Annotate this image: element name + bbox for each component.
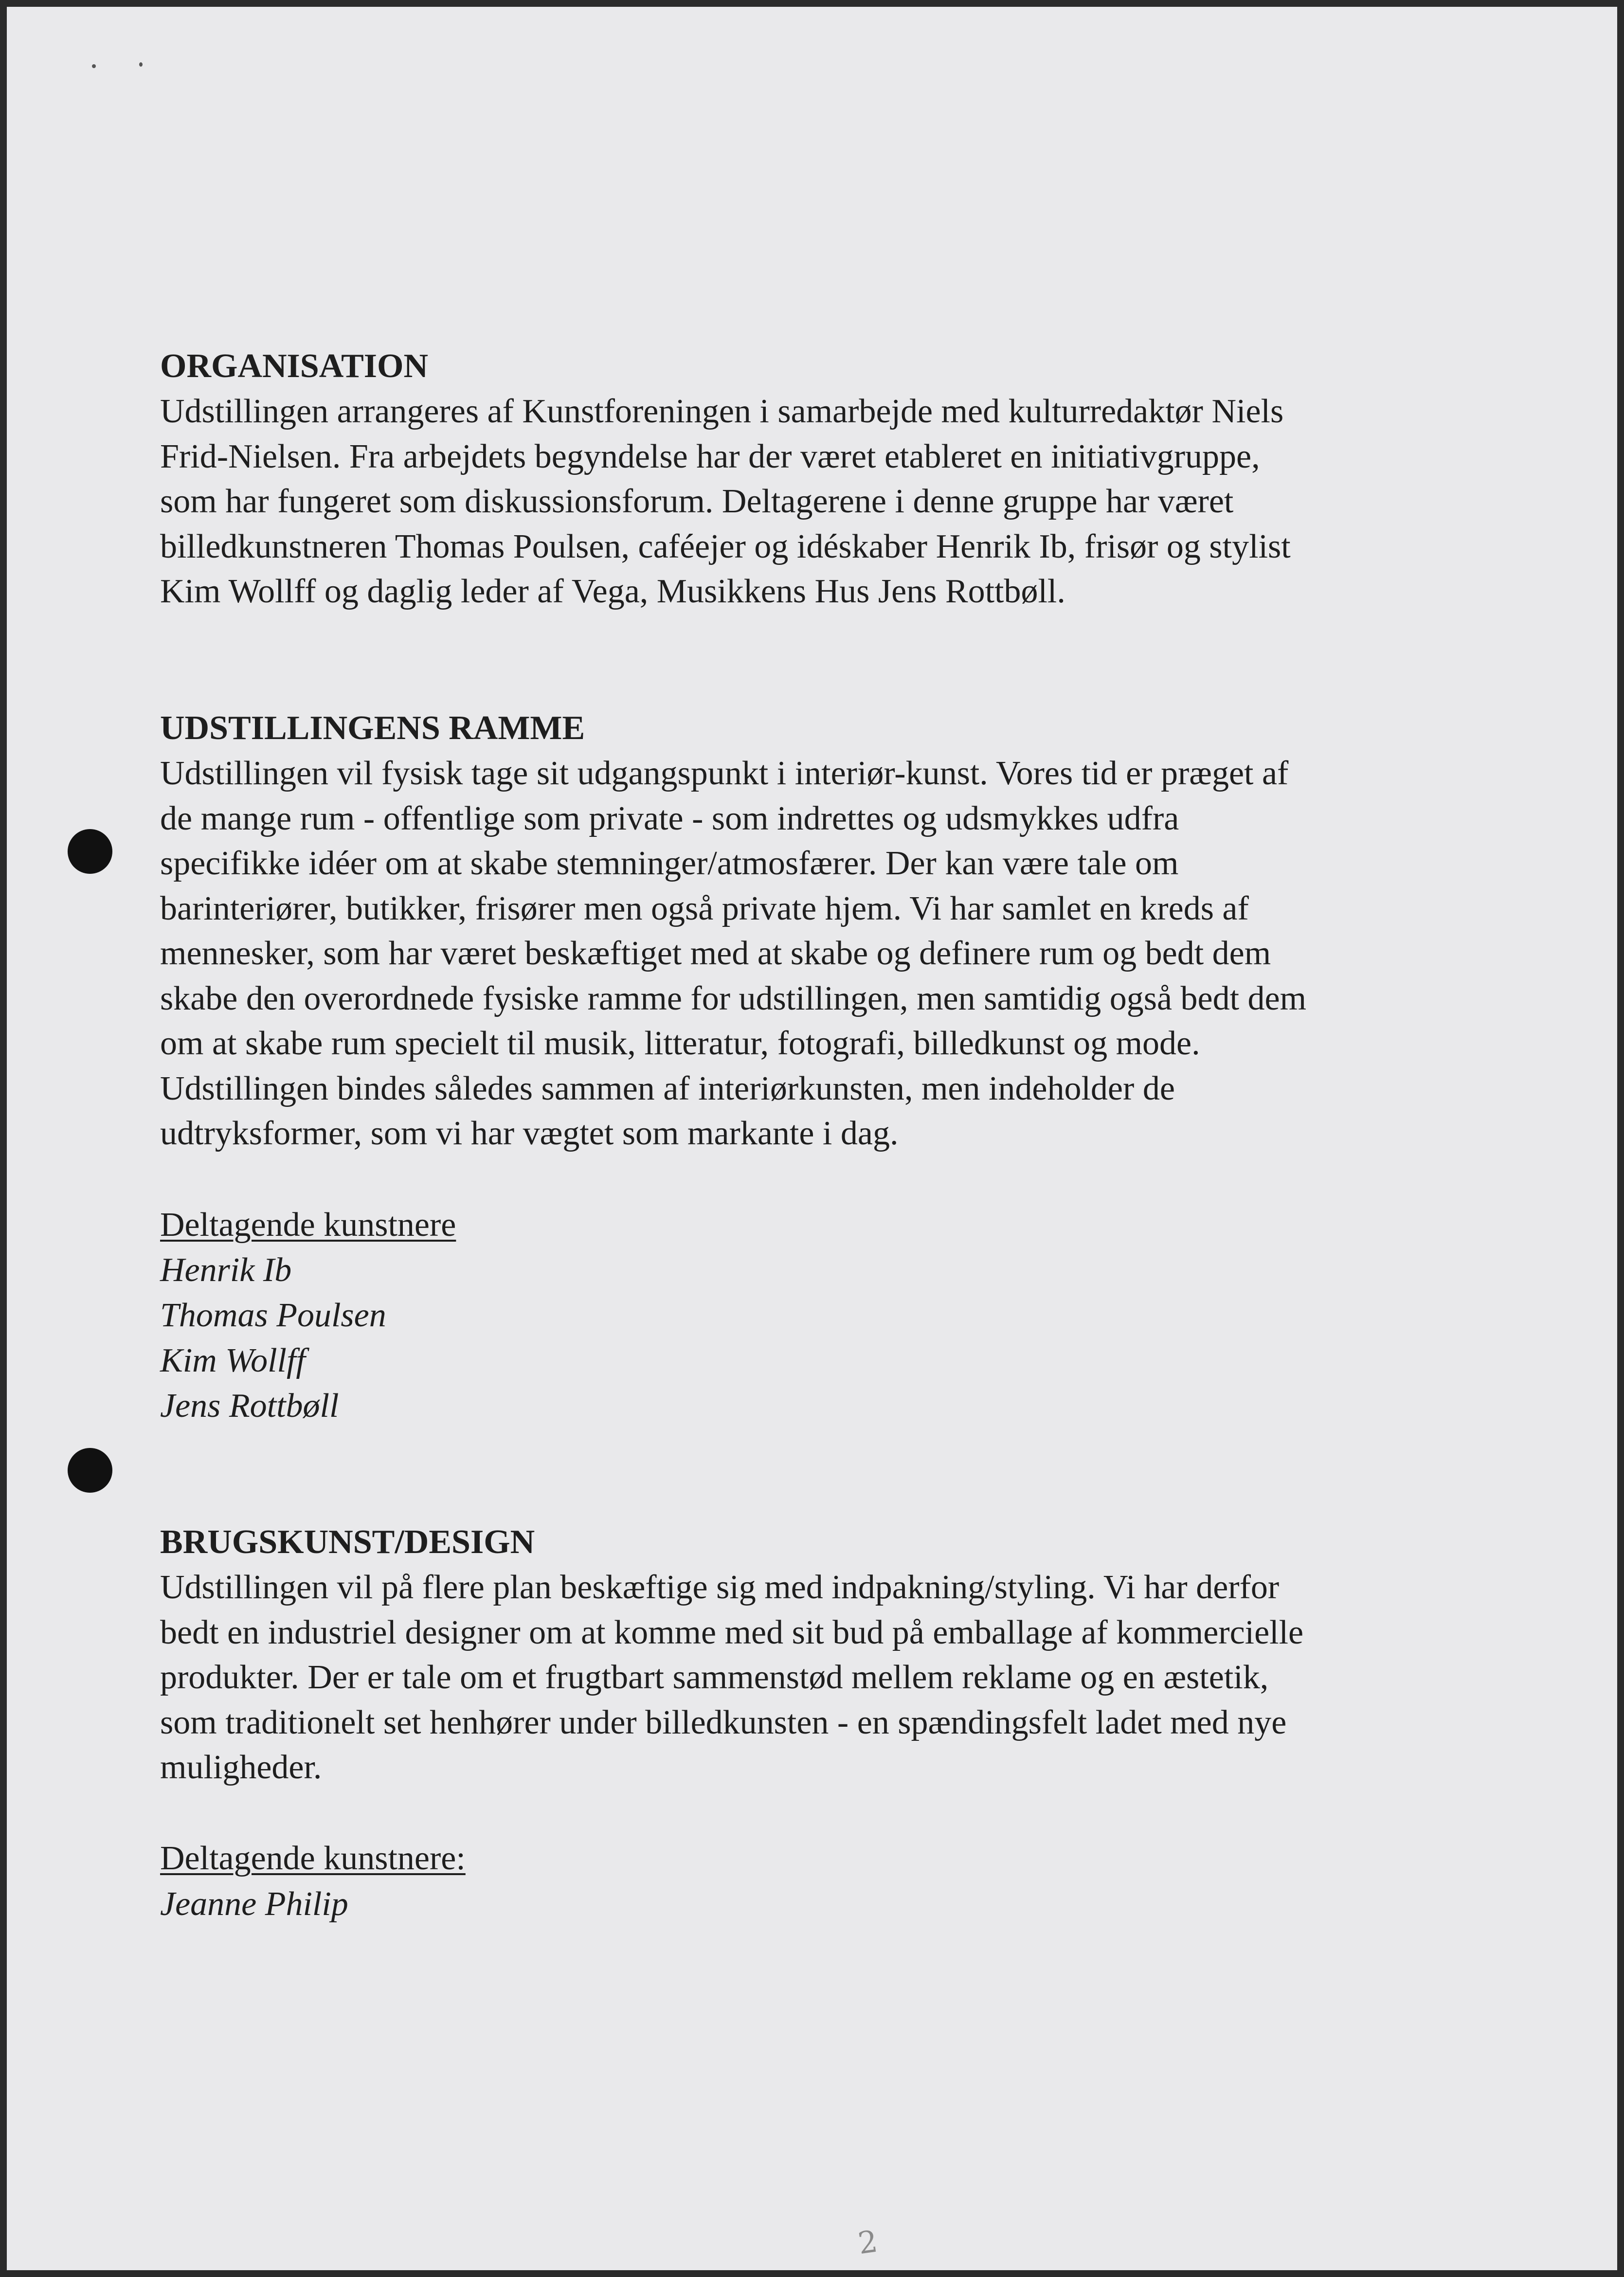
document-page	[7, 7, 1617, 2270]
text-line: som har fungeret som diskussionsforum. Deltagerene i denne gruppe har været	[160, 483, 1234, 520]
scan-speck	[92, 64, 96, 68]
text-line: Frid-Nielsen. Fra arbejdets begyndelse har der været etableret en initiativgruppe,	[160, 437, 1260, 475]
text-line: specifikke idéer om at skabe stemninger/atmosfærer. Der kan være tale om	[160, 845, 1179, 882]
text-line: de mange rum - offentlige som private - som indrettes og udsmykkes udfra	[160, 799, 1179, 837]
participant-name: Kim Wollff	[160, 1342, 306, 1379]
text-line: billedkunstneren Thomas Poulsen, caféejer og idéskaber Henrik Ib, frisør og stylist	[160, 527, 1291, 565]
handwritten-page-number: 2	[856, 2223, 880, 2261]
punch-hole	[68, 829, 112, 874]
text-line: mennesker, som har været beskæftiget med at skabe og definere rum og bedt dem	[160, 935, 1271, 972]
text-line: om at skabe rum specielt til musik, litteratur, fotografi, billedkunst og mode.	[160, 1025, 1200, 1062]
participant-name: Thomas Poulsen	[160, 1297, 386, 1334]
punch-hole	[68, 1448, 112, 1493]
section-heading-organisation: ORGANISATION	[160, 347, 429, 385]
text-line: produkter. Der er tale om et frugtbart sammenstød mellem reklame og en æstetik,	[160, 1659, 1269, 1696]
text-line: Udstillingen vil på flere plan beskæftige sig med indpakning/styling. Vi har derfor	[160, 1569, 1280, 1606]
text-line: Udstillingen arrangeres af Kunstforeningen i samarbejde med kulturredaktør Niels	[160, 393, 1284, 430]
section-text-brugskunst-design	[160, 1565, 1303, 1790]
participant-name: Henrik Ib	[160, 1251, 292, 1289]
participants-label: Deltagende kunstnere	[160, 1206, 456, 1244]
participants-list	[160, 1247, 386, 1428]
text-line: Kim Wollff og daglig leder af Vega, Musikkens Hus Jens Rottbøll.	[160, 573, 1065, 610]
participants-label: Deltagende kunstnere:	[160, 1840, 466, 1877]
scan-speck	[139, 62, 143, 67]
section-heading-udstillingens-ramme: UDSTILLINGENS RAMME	[160, 709, 585, 747]
text-line: som traditionelt set henhører under billedkunsten - en spændingsfelt ladet med nye	[160, 1703, 1287, 1741]
section-text-udstillingens-ramme	[160, 751, 1306, 1157]
text-line: muligheder.	[160, 1749, 322, 1786]
participant-name: Jens Rottbøll	[160, 1387, 339, 1425]
participants-list	[160, 1881, 348, 1927]
section-text-organisation	[160, 389, 1291, 614]
text-line: bedt en industriel designer om at komme med sit bud på emballage af kommercielle	[160, 1613, 1304, 1651]
text-line: udtryksformer, som vi har vægtet som markante i dag.	[160, 1115, 899, 1152]
text-line: Udstillingen bindes således sammen af interiørkunsten, men indeholder de	[160, 1069, 1175, 1107]
text-line: barinteriører, butikker, frisører men også private hjem. Vi har samlet en kreds af	[160, 889, 1249, 927]
text-line: Udstillingen vil fysisk tage sit udgangspunkt i interiør-kunst. Vores tid er præget af	[160, 755, 1289, 792]
participant-name: Jeanne Philip	[160, 1885, 348, 1923]
text-line: skabe den overordnede fysiske ramme for udstillingen, men samtidig også bedt dem	[160, 979, 1307, 1017]
section-heading-brugskunst-design: BRUGSKUNST/DESIGN	[160, 1523, 535, 1561]
